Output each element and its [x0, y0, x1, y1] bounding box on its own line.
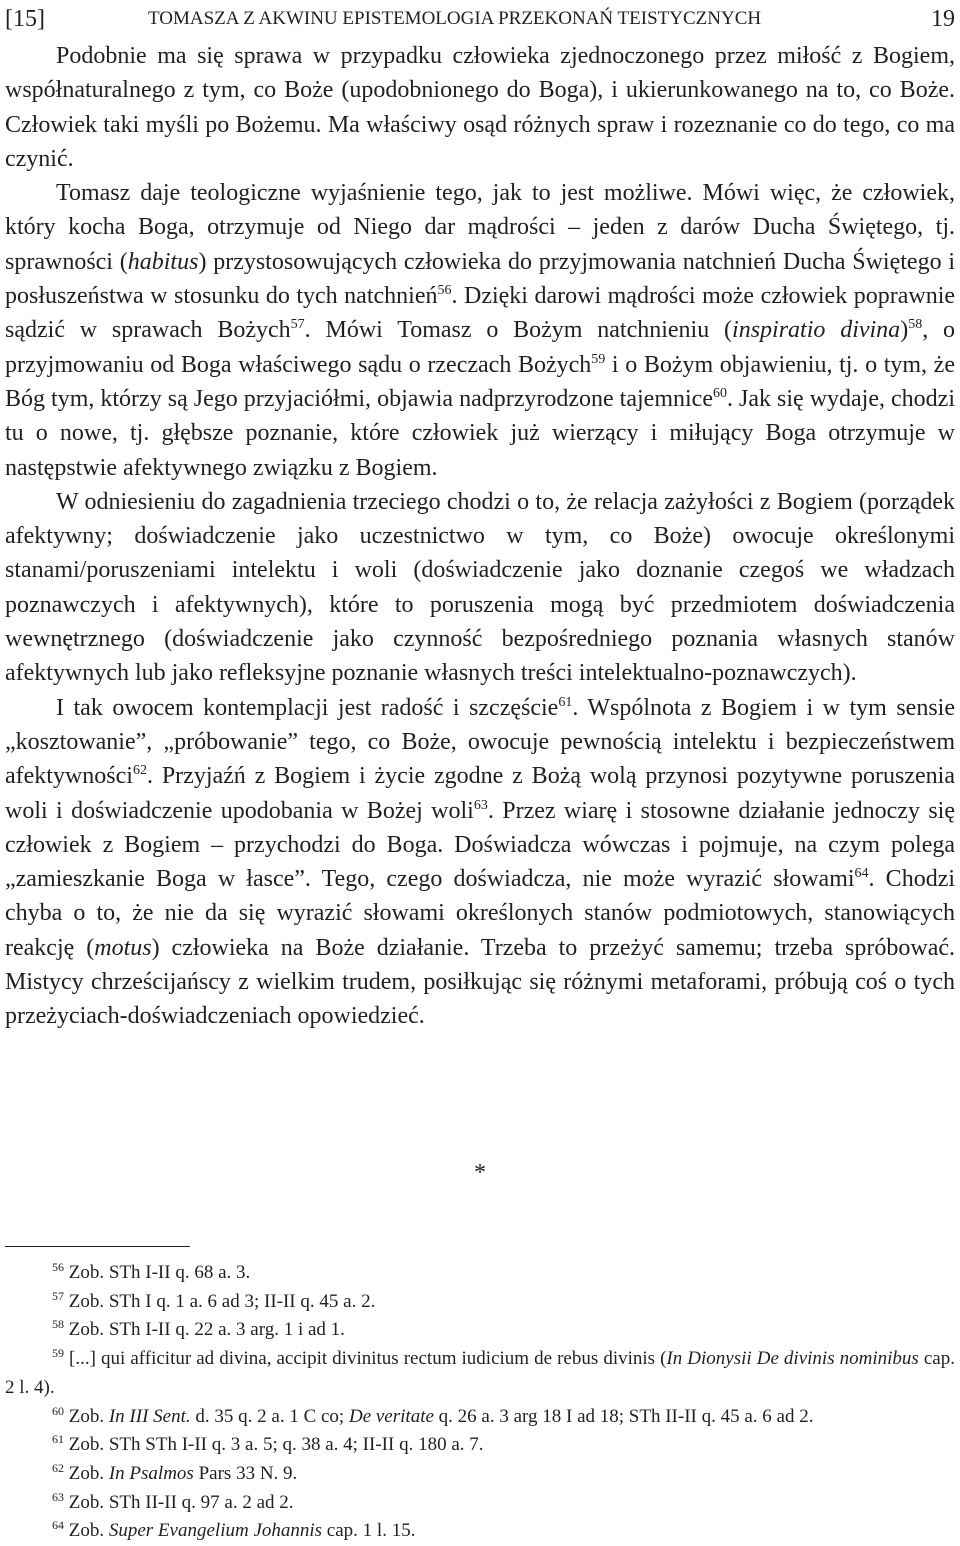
text-run: d. 35 q. 2 a. 1 C co; [190, 1405, 349, 1427]
footnote [5, 1316, 955, 1345]
text-run: , o przyjmowaniu od Boga właściwego sądu o rzeczach Bożych [5, 317, 955, 378]
paragraph [5, 691, 955, 1034]
text-run: I tak owocem kontemplacji jest radość i szczęście [56, 694, 559, 721]
text-run: Zob. STh I-II q. 68 a. 3. [64, 1262, 251, 1283]
footnote [5, 1345, 955, 1402]
footnote-number: 61 [52, 1432, 64, 1447]
text-run: . Chodzi chyba o to, że nie da się wyrazić słowami określonych stanów podmiotowych, stanowiących reakcję ( [5, 866, 956, 961]
text-run: ) człowieka na Boże działanie. Trzeba to przeżyć samemu; trzeba spróbować. Mistycy chrześcijańscy z wielkim trudem, posiłkując się różnymi metaforami, próbują coś o tych przeżyciach-doświadczeniach opowiedzieć. [5, 934, 956, 1030]
italic-text: In III Sent. [108, 1405, 191, 1427]
footnote-rule [5, 1246, 190, 1247]
text-run: Zob. [64, 1462, 109, 1484]
text-run: Zob. STh II-II q. 97 a. 2 ad 2. [64, 1491, 294, 1513]
footnote-ref: 59 [591, 351, 606, 367]
page-number: 19 [931, 6, 955, 32]
footnote-number: 64 [52, 1518, 64, 1533]
paragraph [5, 39, 955, 176]
section-number: [15] [5, 6, 45, 32]
footnote-number: 59 [52, 1346, 64, 1361]
footnote-number: 62 [52, 1460, 64, 1475]
italic-text: motus [94, 934, 152, 961]
text-run: Zob. [64, 1520, 109, 1542]
footnote-number: 60 [52, 1403, 64, 1418]
text-run: cap. 1 l. 15. [322, 1520, 416, 1542]
footnote [5, 1288, 955, 1317]
footnote [5, 1403, 955, 1432]
text-run: . Przyjaźń z Bogiem i życie zgodne z Bożą wolą przynosi pozytywne poruszenia woli i doświadczenie upodobania w Bożej woli [5, 763, 955, 824]
text-run: i o Bożym objawieniu, tj. o tym, że Bóg tym, którzy są Jego przyjaciółmi, objawia nadprzyrodzone tajemnice [5, 351, 955, 412]
running-title: TOMASZA Z AKWINU EPISTEMOLOGIA PRZEKONAŃ TEISTYCZNYCH [148, 8, 762, 29]
footnote-ref: 64 [854, 866, 869, 882]
text-run: . Dzięki darowi mądrości może człowiek poprawnie sądzić w sprawach Bożych [5, 283, 956, 344]
text-run: W odniesieniu do zagadnienia trzeciego chodzi o to, że relacja zażyłości z Bogiem (porządek afektywny; doświadczenie jako uczestnictwo w tym, co Boże) owocuje określonymi stanami/poruszeniami intelektu i woli (doświadczenie jako doznanie czegoś we władzach poznawczych i afektywnych), które to poruszenia mogą być przedmiotem doświadczenia wewnętrznego (doświadczenie jako czynność bezpośredniego poznania własnych stanów afektywnych lub jako refleksyjne poznanie własnych treści intelektualno-poznawczych). [5, 488, 955, 687]
footnote-number: 57 [52, 1288, 64, 1303]
text-run: Zob. [64, 1405, 109, 1427]
main-text [5, 39, 955, 1034]
section-separator: * [474, 1160, 486, 1186]
text-run: . Wspólnota z Bogiem i w tym sensie „kosztowanie”, „próbowanie” tego, co Boże, owocuje pewnością intelektu i bezpieczeństwem afektywności [5, 694, 955, 790]
footnote-ref: 57 [290, 317, 305, 333]
footnote-ref: 63 [473, 797, 488, 813]
text-run: ) [900, 317, 909, 344]
footnote-number: 58 [52, 1317, 64, 1332]
italic-text: Super Evangelium Johannis [108, 1520, 323, 1542]
footnote [5, 1431, 955, 1460]
footnote [5, 1259, 955, 1288]
italic-text: In Psalmos [108, 1462, 194, 1484]
text-run: cap. 2 l. 4). [5, 1348, 955, 1398]
text-run: Pars 33 N. 9. [193, 1462, 298, 1484]
footnote [5, 1460, 955, 1489]
italic-text: In Dionysii De divinis nominibus [666, 1348, 919, 1370]
footnote-number: 63 [52, 1489, 64, 1504]
footnote-ref: 58 [908, 317, 923, 333]
text-run: ) przystosowujących człowieka do przyjmowania natchnień Ducha Świętego i posłuszeństwa w stosunku do tych natchnień [5, 248, 956, 310]
paragraph [5, 176, 955, 485]
footnote-ref: 62 [132, 763, 147, 779]
italic-text: habitus [127, 248, 199, 275]
footnotes [5, 1259, 955, 1546]
paragraph [5, 485, 955, 691]
italic-text: inspiratio divina [732, 317, 901, 344]
footnote [5, 1489, 955, 1518]
footnote-ref: 56 [437, 283, 452, 299]
footnote-ref: 61 [558, 694, 573, 710]
running-header [0, 6, 960, 36]
text-run: q. 26 a. 3 arg 18 I ad 18; STh II-II q. 45 a. 6 ad 2. [433, 1405, 814, 1427]
text-run: . Mówi Tomasz o Bożym natchnieniu ( [304, 317, 733, 344]
text-run: Zob. STh I q. 1 a. 6 ad 3; II-II q. 45 a. 2. [64, 1290, 376, 1312]
text-run: Zob. STh STh I-II q. 3 a. 5; q. 38 a. 4; II-II q. 180 a. 7. [64, 1434, 484, 1456]
text-run: [...] qui afficitur ad divina, accipit divinitus rectum iudicium de rebus divinis ( [64, 1348, 667, 1370]
text-run: . Jak się wydaje, chodzi tu o nowe, tj. głębsze poznanie, które człowiek już wierzący i miłujący Boga otrzymuje w następstwie afektywnego związku z Bogiem. [5, 385, 955, 481]
text-run: Tomasz daje teologiczne wyjaśnienie tego, jak to jest możliwe. Mówi więc, że człowiek, który kocha Boga, otrzymuje od Niego dar mądrości – jeden z darów Ducha Świętego, tj. sprawności ( [5, 180, 955, 275]
footnote-ref: 60 [712, 385, 727, 401]
text-run: Podobnie ma się sprawa w przypadku człowieka zjednoczonego przez miłość z Bogiem, współnaturalnego z tym, co Boże (upodobnionego do Boga), i ukierunkowanego na to, co Boże. Człowiek taki myśli po Bożemu. Ma właściwy osąd różnych spraw i rozeznanie co do tego, co ma czynić. [5, 43, 955, 172]
italic-text: De veritate [348, 1405, 434, 1427]
text-run: . Przez wiarę i stosowne działanie jednoczy się człowiek z Bogiem – przychodzi do Boga. Doświadcza wówczas i pojmuje, na czym polega „zamieszkanie Boga w łasce”. Tego, czego doświadcza, nie może wyrazić słowami [5, 797, 955, 893]
text-run: Zob. STh I-II q. 22 a. 3 arg. 1 i ad 1. [64, 1319, 345, 1341]
footnote-number: 56 [52, 1260, 64, 1274]
